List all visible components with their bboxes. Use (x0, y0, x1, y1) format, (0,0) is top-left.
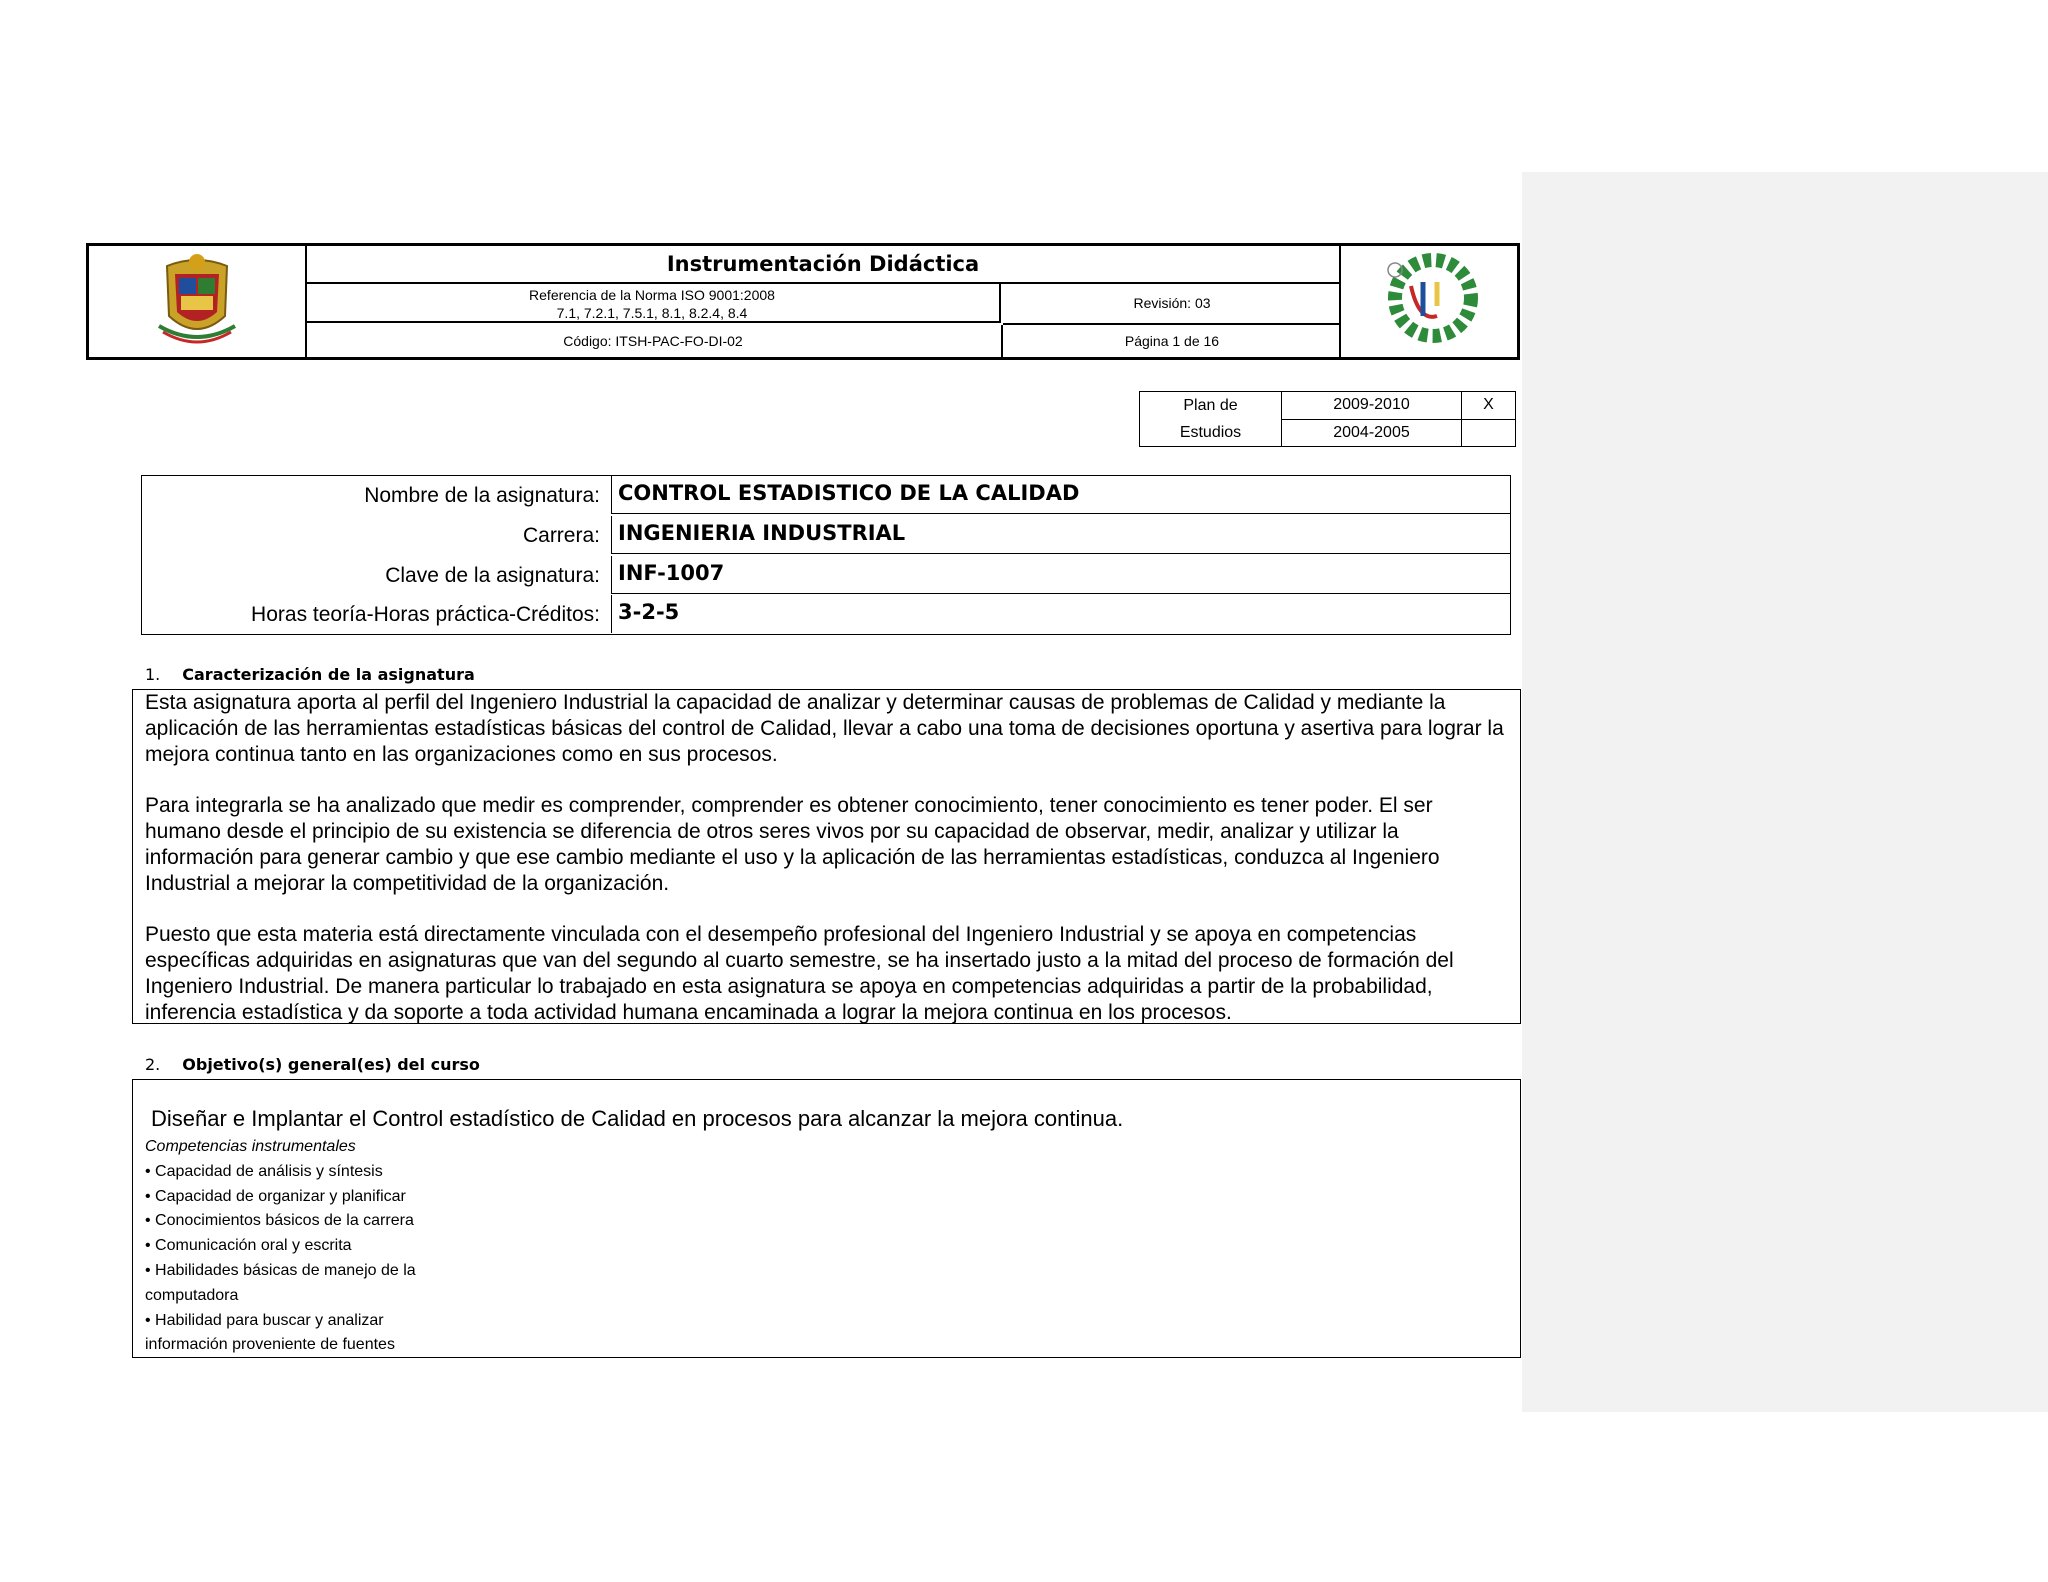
section1-paragraph: Puesto que esta materia está directamente vinculada con el desempeño profesional del Ingeniero Industrial y se apoya en competencias específicas adquiridas en asignaturas que van del segundo al cuarto semestre, se ha insertado justo a la mitad del proceso de formación del Ingeniero Industrial. De manera particular lo trabajado en esta asignatura se apoya en competencias adquiridas a partir de la probabilidad, inferencia estadística y da soporte a toda actividad humana encaminada a lograr la mejora continua en los procesos. (145, 923, 1454, 1024)
competency-item: • Capacidad de organizar y planificar (145, 1187, 406, 1205)
section1-body (132, 689, 1521, 1024)
subject-key-label: Clave de la asignatura: (385, 564, 600, 587)
subject-name-row (142, 476, 1510, 515)
study-plan-mark: X (1462, 392, 1516, 420)
competency-item: • Comunicación oral y escrita (145, 1237, 352, 1255)
iso-reference (305, 284, 1001, 323)
competency-item: • Capacidad de análisis y síntesis (145, 1162, 383, 1180)
section1-number: 1. (145, 665, 161, 684)
study-plan-label-line2: Estudios (1179, 424, 1242, 441)
subject-name-value: CONTROL ESTADISTICO DE LA CALIDAD (611, 476, 1510, 514)
study-plan-label (1140, 392, 1282, 447)
subject-key-value: INF-1007 (611, 556, 1510, 594)
hours-credits-value: 3-2-5 (611, 595, 1510, 633)
subject-key-row (142, 556, 1510, 595)
iso-reference-line1: Referencia de la Norma ISO 9001:2008 (529, 287, 775, 303)
competencies-list (145, 1135, 416, 1358)
competency-item: información proveniente de fuentes (145, 1336, 395, 1354)
competency-item: • Habilidad para buscar y analizar (145, 1311, 384, 1329)
hours-credits-label: Horas teoría-Horas práctica-Créditos: (251, 603, 600, 626)
subject-name-label: Nombre de la asignatura: (364, 484, 600, 507)
section1-paragraph: Para integrarla se ha analizado que medir es comprender, comprender es obtener conocimiento, tener conocimiento es tener poder. El ser humano desde el principio de su existencia se diferencia de otros seres vivos por su capacidad de observar, medir, analizar y utilizar la información para generar cambio y que ese cambio mediante el uso y la aplicación de las herramientas estadísticas, conduzca al Ingeniero Industrial a mejorar la competitividad de la organización. (145, 794, 1440, 895)
section2-heading (145, 1055, 480, 1074)
competencies-title: Competencias instrumentales (145, 1138, 356, 1155)
institute-gear-logo (1339, 246, 1517, 357)
state-coat-of-arms-logo (89, 246, 307, 357)
section2-title: Objetivo(s) general(es) del curso (182, 1055, 480, 1074)
career-value: INGENIERIA INDUSTRIAL (611, 516, 1510, 554)
subject-info-table (141, 475, 1511, 635)
career-label: Carrera: (522, 524, 600, 547)
competency-item: • Habilidades básicas de manejo de la (145, 1261, 416, 1279)
section2-number: 2. (145, 1055, 161, 1074)
study-plan-mark (1462, 419, 1516, 447)
comment-pane (1522, 172, 2048, 1412)
career-row (142, 516, 1510, 555)
study-plan-year: 2009-2010 (1282, 392, 1462, 420)
section1-title: Caracterización de la asignatura (182, 665, 475, 684)
page-number: Página 1 de 16 (1124, 333, 1220, 349)
revision: Revisión: 03 (1003, 284, 1341, 325)
study-plan-year: 2004-2005 (1282, 419, 1462, 447)
study-plan-label-line1: Plan de (1183, 397, 1238, 414)
section1-heading (145, 665, 475, 684)
section1-paragraph: Esta asignatura aporta al perfil del Ingeniero Industrial la capacidad de analizar y determinar causas de problemas de Calidad y mediante la aplicación de las herramientas estadísticas básicas del control de Calidad, llevar a cabo una toma de decisiones oportuna y asertiva para lograr la mejora continua tanto en las organizaciones como en sus procesos. (145, 691, 1504, 766)
competency-item: • Conocimientos básicos de la carrera (145, 1212, 414, 1230)
hours-credits-row (142, 595, 1510, 634)
study-plan-table (1139, 391, 1516, 447)
document-code: Código: ITSH-PAC-FO-DI-02 (305, 325, 1003, 357)
document-header (86, 243, 1520, 360)
document-title: Instrumentación Didáctica (305, 246, 1341, 284)
competency-item: computadora (145, 1286, 239, 1304)
general-objective: Diseñar e Implantar el Control estadístico de Calidad en procesos para alcanzar la mejora continua. (151, 1106, 1124, 1131)
section2-body (132, 1079, 1521, 1358)
iso-reference-line2: 7.1, 7.2.1, 7.5.1, 8.1, 8.2.4, 8.4 (556, 305, 748, 321)
